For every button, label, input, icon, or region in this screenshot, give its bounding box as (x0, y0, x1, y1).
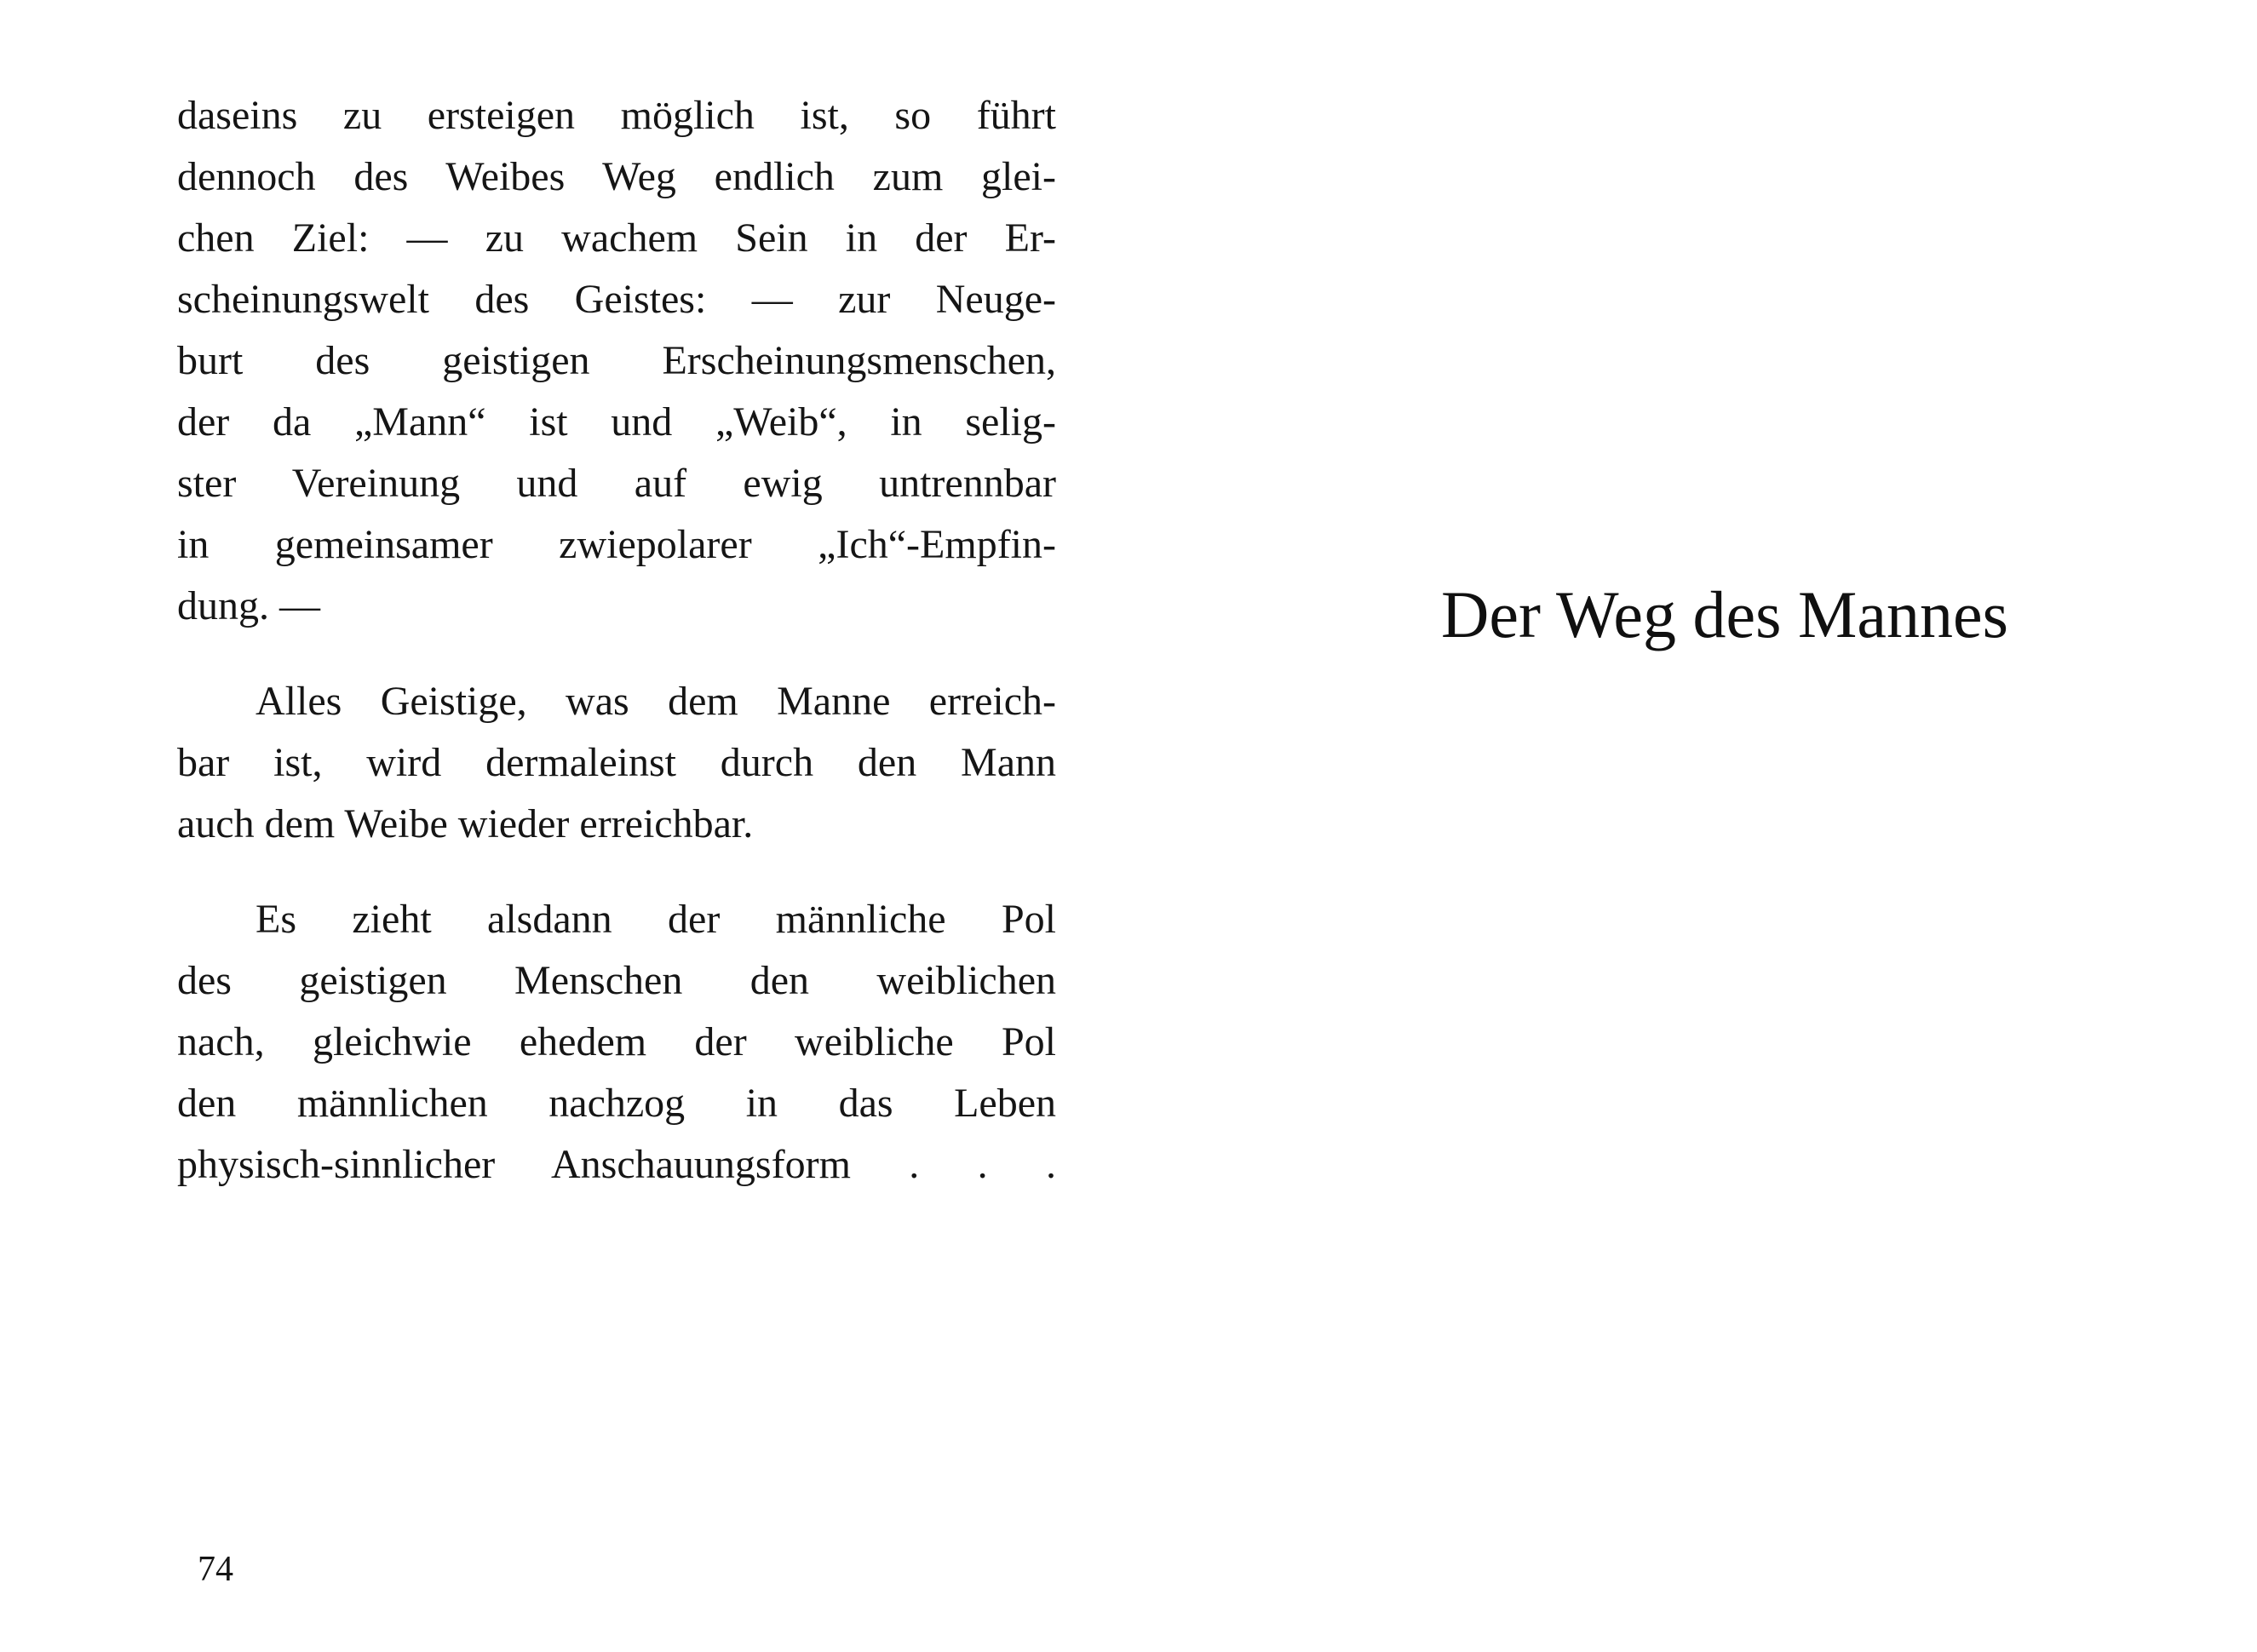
text-line: nach, gleichwie ehedem der weibliche Pol (177, 1019, 1056, 1064)
paragraph-1 (177, 85, 1056, 637)
text-line: bar ist, wird dermaleinst durch den Mann (177, 740, 1056, 785)
paragraph-3 (177, 889, 1056, 1196)
text-line: burt des geistigen Erscheinungsmenschen, (177, 338, 1056, 383)
paragraph-2 (177, 671, 1056, 855)
text-line: scheinungswelt des Geistes: — zur Neuge- (177, 277, 1056, 322)
text-line: dung. — (177, 583, 320, 628)
right-page (1128, 0, 2257, 1652)
text-line: physisch-sinnlicher Anschauungsform . . . (177, 1142, 1056, 1187)
text-line: ster Vereinung und auf ewig untrennbar (177, 461, 1056, 506)
text-line: dennoch des Weibes Weg endlich zum glei- (177, 154, 1056, 199)
text-line: auch dem Weibe wieder erreichbar. (177, 801, 754, 846)
text-line: Es zieht alsdann der männliche Pol (256, 897, 1056, 942)
body-text (177, 85, 1056, 1196)
text-line: des geistigen Menschen den weiblichen (177, 958, 1056, 1003)
text-line: chen Ziel: — zu wachem Sein in der Er- (177, 215, 1056, 261)
text-line: daseins zu ersteigen möglich ist, so führt (177, 93, 1056, 138)
text-line: der da „Mann“ ist und „Weib“, in selig- (177, 399, 1056, 445)
text-line: in gemeinsamer zwiepolarer „Ich“-Empfin- (177, 522, 1056, 567)
chapter-title: Der Weg des Mannes (1441, 577, 2008, 651)
text-line: Alles Geistige, was dem Manne erreich- (256, 679, 1056, 724)
left-page (0, 0, 1128, 1652)
page-number: 74 (198, 1550, 233, 1589)
text-line: den männlichen nachzog in das Leben (177, 1081, 1056, 1126)
